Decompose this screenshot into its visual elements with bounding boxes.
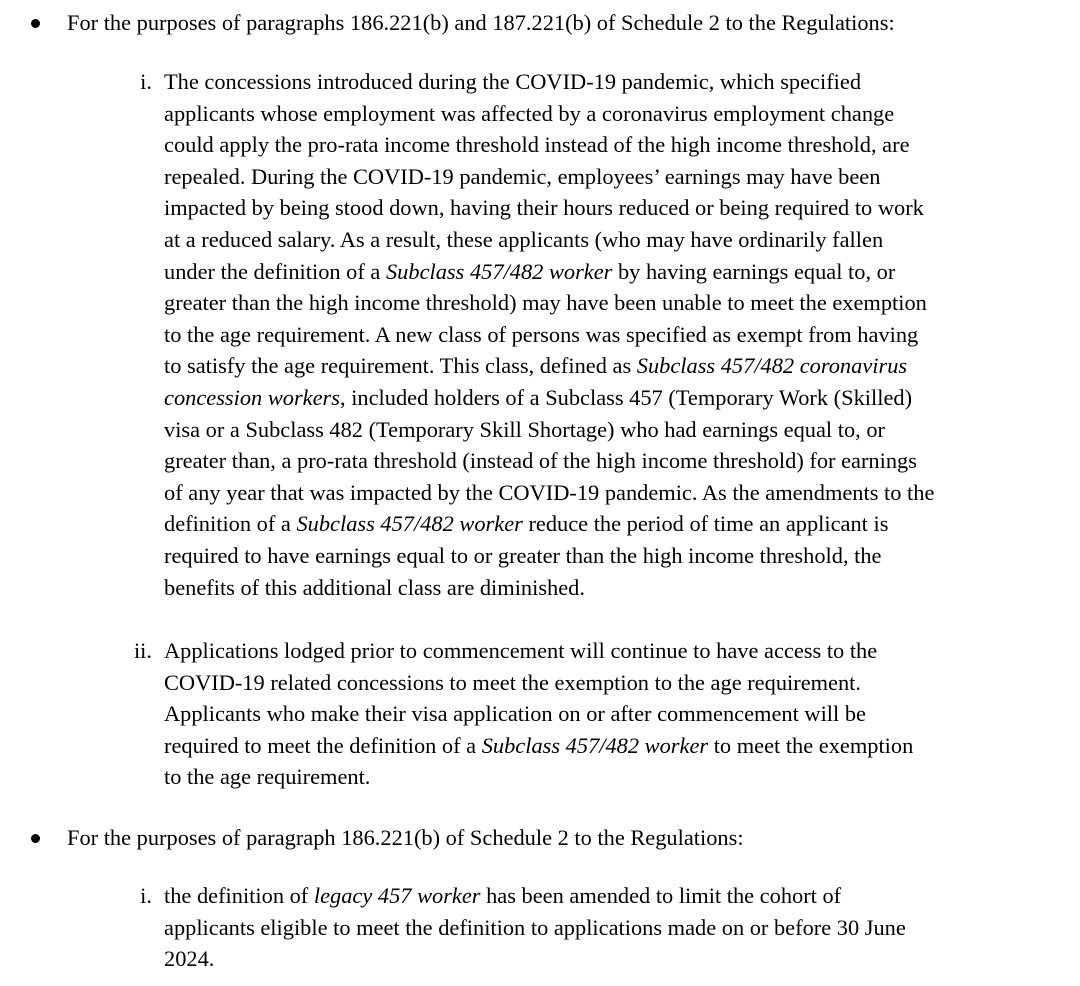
bullet-point-icon — [31, 19, 40, 28]
italic-term: Subclass 457/482 worker — [385, 258, 613, 284]
italic-term: legacy 457 worker — [313, 883, 481, 908]
text-run: repealed. During the COVID-19 pandemic, employees’ earnings may have been — [164, 163, 881, 189]
text-run: of any year that was impacted by the COVID-19 pandemic. As the amendments to the — [164, 479, 935, 505]
text-line — [164, 350, 1044, 382]
text-run: could apply the pro-rata income threshold instead of the high income threshold, are — [164, 132, 910, 158]
italic-term: Subclass 457/482 worker — [296, 511, 523, 537]
text-run: definition of a — [164, 511, 297, 537]
text-line — [164, 414, 1044, 446]
text-run: the definition of — [164, 883, 314, 908]
text-line — [164, 761, 1044, 793]
sub-item-paragraph — [164, 635, 1044, 793]
text-run: 2024. — [164, 946, 215, 972]
text-line — [164, 98, 1044, 130]
text-run: under the definition of a — [164, 258, 386, 284]
text-line — [164, 66, 1044, 98]
text-run: benefits of this additional class are diminished. — [164, 574, 585, 600]
text-line — [164, 287, 1044, 319]
text-run: Applicants who make their visa application on or after commencement will be — [164, 701, 866, 727]
italic-term: concession workers — [164, 384, 340, 410]
text-run: to meet the exemption — [708, 732, 914, 758]
sub-item-paragraph — [164, 880, 1044, 975]
text-line — [164, 730, 1044, 762]
text-line — [164, 635, 1044, 667]
text-line — [164, 129, 1044, 161]
text-run: visa or a Subclass 482 (Temporary Skill Shortage) who had earnings equal to, or — [164, 416, 885, 442]
text-line — [164, 943, 1044, 975]
text-run: greater than the high income threshold) may have been unable to meet the exemption — [164, 290, 927, 316]
text-line — [164, 192, 1044, 224]
text-run: to the age requirement. — [164, 764, 371, 790]
text-run: impacted by being stood down, having their hours reduced or being required to work — [164, 195, 924, 221]
text-run: to the age requirement. A new class of persons was specified as exempt from having — [164, 321, 919, 347]
text-run: The concessions introduced during the COVID-19 pandemic, which specified — [164, 69, 862, 94]
text-run: reduce the period of time an applicant is — [522, 511, 889, 537]
text-run: has been amended to limit the cohort of — [480, 883, 842, 908]
text-line — [164, 256, 1044, 288]
sub-item-number: i. — [140, 883, 152, 908]
text-line — [164, 445, 1044, 477]
text-line — [164, 161, 1044, 193]
text-line — [164, 572, 1044, 604]
text-run: Applications lodged prior to commencement will continue to have access to the — [164, 638, 878, 663]
text-run: greater than, a pro-rata threshold (instead of the high income threshold) for earnings — [164, 448, 917, 474]
text-line — [164, 698, 1044, 730]
bullet-point-icon — [31, 834, 40, 843]
text-run: at a reduced salary. As a result, these applicants (who may have ordinarily fallen — [164, 226, 884, 252]
text-run: , included holders of a Subclass 457 (Temporary Work (Skilled) — [340, 384, 913, 410]
text-line — [164, 382, 1044, 414]
text-line — [164, 477, 1044, 509]
bullet-heading: For the purposes of paragraph 186.221(b) of Schedule 2 to the Regulations: — [67, 825, 744, 850]
bullet-heading: For the purposes of paragraphs 186.221(b) and 187.221(b) of Schedule 2 to the Regulations: — [67, 10, 895, 35]
text-run: required to have earnings equal to or greater than the high income threshold, the — [164, 542, 882, 568]
text-line — [164, 912, 1044, 944]
italic-term: Subclass 457/482 coronavirus — [636, 353, 908, 379]
sub-item-paragraph — [164, 66, 1044, 603]
text-run: COVID-19 related concessions to meet the exemption to the age requirement. — [164, 669, 861, 695]
text-line — [164, 667, 1044, 699]
text-line — [164, 540, 1044, 572]
text-run: applicants eligible to meet the definition to applications made on or before 30 June — [164, 914, 906, 940]
text-line — [164, 880, 1044, 912]
sub-item-number: i. — [140, 69, 152, 94]
text-line — [164, 224, 1044, 256]
sub-item-number: ii. — [133, 638, 152, 663]
text-run: required to meet the definition of a — [164, 732, 482, 758]
text-run: by having earnings equal to, or — [612, 258, 896, 284]
text-run: to satisfy the age requirement. This class, defined as — [164, 353, 637, 379]
italic-term: Subclass 457/482 worker — [481, 732, 709, 758]
text-line — [164, 319, 1044, 351]
text-run: applicants whose employment was affected by a coronavirus employment change — [164, 100, 895, 126]
text-line — [164, 508, 1044, 540]
